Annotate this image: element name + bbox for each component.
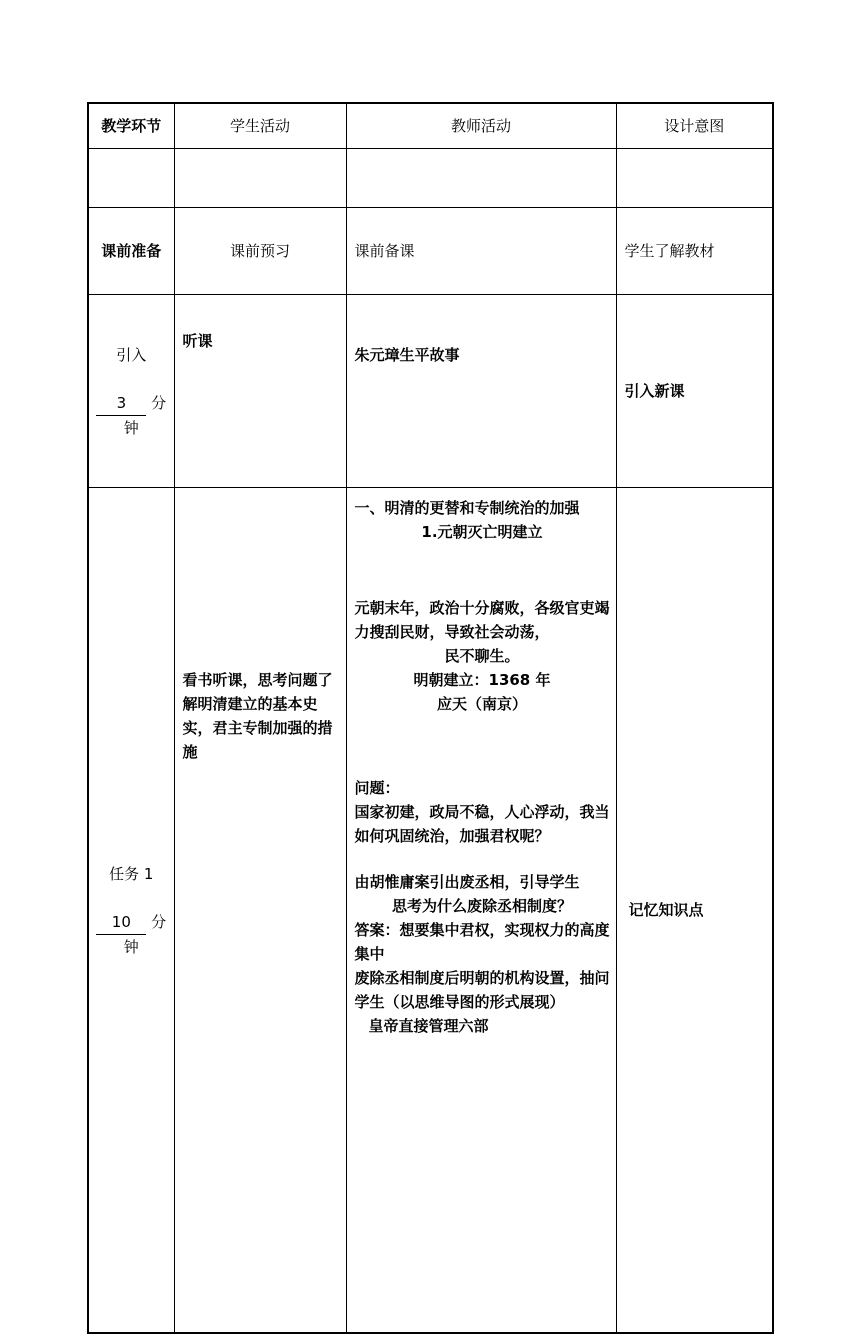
prep-teacher: 课前备课 (346, 208, 616, 295)
header-intent: 设计意图 (616, 103, 773, 149)
task1-unit-fen: 分 (151, 912, 167, 931)
intro-minutes: 3 (96, 391, 146, 416)
intro-stage-label: 引入 (116, 345, 147, 364)
blank-row (88, 149, 773, 208)
intro-student: 听课 (174, 295, 346, 488)
task1-intent: 记忆知识点 (616, 488, 773, 1334)
prep-intent: 学生了解教材 (616, 208, 773, 295)
intro-unit-zhong: 钟 (123, 418, 139, 437)
teacher-heading: 一、明清的更替和专制统治的加强 (354, 499, 580, 517)
teacher-subheading: 1.元朝灭亡明建立 (421, 523, 543, 541)
header-stage: 教学环节 (88, 103, 174, 149)
task1-unit-zhong: 钟 (123, 937, 139, 956)
task1-stage (88, 488, 174, 1334)
teacher-para1-end: 民不聊生。 (444, 647, 520, 665)
intro-row (88, 295, 773, 488)
intro-unit-fen: 分 (151, 393, 167, 412)
teacher-capital: 应天（南京） (436, 695, 527, 713)
teacher-question-label: 问题： (354, 779, 400, 797)
header-student: 学生活动 (174, 103, 346, 149)
intro-intent: 引入新课 (616, 295, 773, 488)
blank-cell (88, 149, 174, 208)
prep-student: 课前预习 (174, 208, 346, 295)
intro-duration (89, 391, 174, 416)
blank-cell (346, 149, 616, 208)
teacher-founding: 明朝建立：1368 年 (413, 671, 551, 689)
task1-duration (89, 910, 174, 935)
teacher-last: 皇帝直接管理六部 (368, 1017, 489, 1035)
intro-stage (88, 295, 174, 488)
lesson-plan-table (87, 102, 774, 1334)
blank-cell (174, 149, 346, 208)
teacher-para1: 元朝末年，政治十分腐败，各级官吏竭力搜刮民财，导致社会动荡， (354, 599, 610, 641)
teacher-question-text: 国家初建，政局不稳，人心浮动，我当如何巩固统治，加强君权呢？ (354, 803, 610, 845)
intro-teacher: 朱元璋生平故事 (346, 295, 616, 488)
header-row (88, 103, 773, 149)
task1-minutes: 10 (96, 910, 146, 935)
blank-cell (616, 149, 773, 208)
prep-stage: 课前准备 (88, 208, 174, 295)
prep-row (88, 208, 773, 295)
task1-student: 看书听课，思考问题了解明清建立的基本史实，君主专制加强的措施 (174, 488, 346, 1334)
task1-teacher (346, 488, 616, 1334)
task1-row (88, 488, 773, 1334)
header-teacher: 教师活动 (346, 103, 616, 149)
teacher-answer: 答案：想要集中君权，实现权力的高度集中 (354, 921, 610, 963)
task1-stage-label: 任务 1 (109, 864, 154, 883)
teacher-lead1: 由胡惟庸案引出废丞相，引导学生 (354, 873, 580, 891)
teacher-lead2: 思考为什么废除丞相制度？ (391, 897, 572, 915)
teacher-after: 废除丞相制度后明朝的机构设置，抽问学生（以思维导图的形式展现） (354, 969, 610, 1011)
